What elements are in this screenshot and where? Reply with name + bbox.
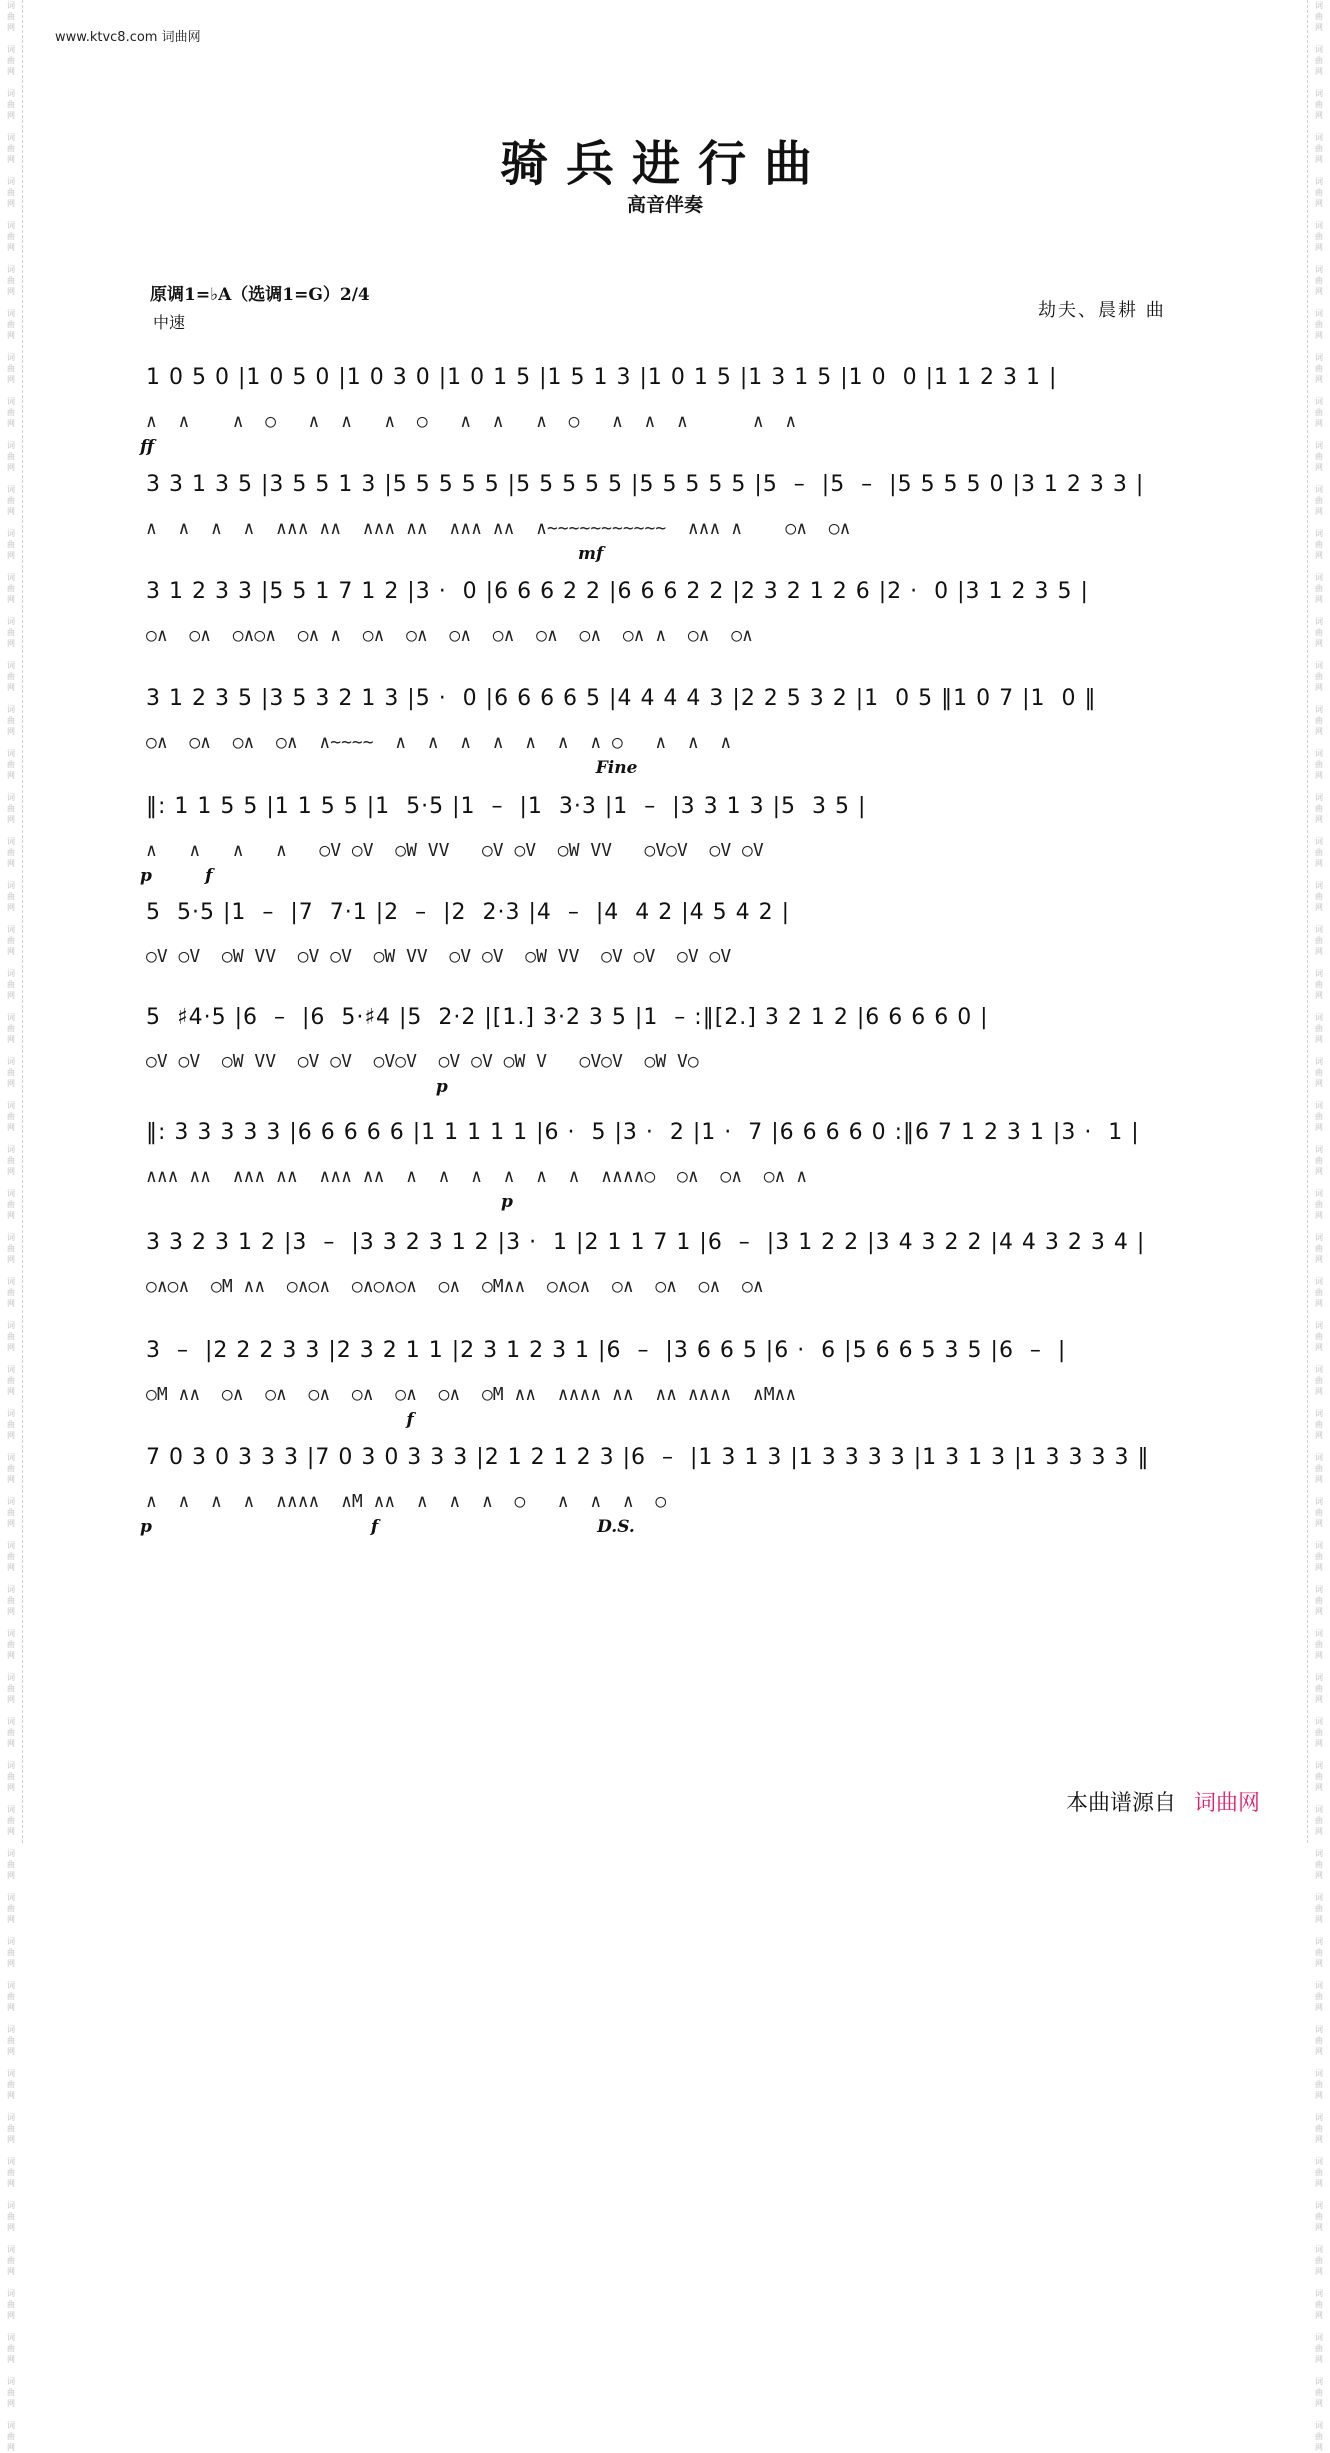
- articulation-line: ∧ ∧ ∧ ∧ ○V ○V ○W VV ○V ○V ○W VV ○V○V ○V ○V: [146, 840, 764, 861]
- dynamics-line: f: [140, 1410, 414, 1430]
- right-watermark-strip: 词 曲 网 词 曲 网 词 曲 网 词 曲 网 词 曲 网 词 曲 网 词 曲 网 词 曲 网 词 曲 网 词 曲 网 词 曲 网 词 曲 网 词 曲 网 词 曲 网 词 曲 网 词 曲 网 词 曲 网 词 曲 网 词 曲 网 词 曲 网 词 曲 网 词 曲 网 词 曲 网 词 曲 网 词 曲 网 词 曲 网 词 曲 网 词 曲 网 词 曲 网 词 曲 网 词 曲 网 词 曲 网 词 曲 网 词 曲 网 词 曲 网 词 曲 网 词 曲 网 词 曲 网 词 曲 网 词 曲 网 词 曲 网 词 曲 网 词 曲 网 词 曲 网 词 曲 网 词 曲 网 词 曲 网 词 曲 网 词 曲 网 词 曲 网 词 曲 网 词 曲 网 词 曲 网 词 曲 网 词 曲 网 词 曲 网: [1307, 0, 1330, 1843]
- notes-line: ‖: 3 3 3 3 3 |6 6 6 6 6 |1 1 1 1 1 |6 · 5 |3 · 2 |1 · 7 |6 6 6 6 0 :‖6 7 1 2 3 1 |3 · 1 |: [146, 1120, 1140, 1145]
- site-url[interactable]: www.ktvc8.com 词曲网: [55, 30, 201, 45]
- left-watermark-strip: 词 曲 网 词 曲 网 词 曲 网 词 曲 网 词 曲 网 词 曲 网 词 曲 网 词 曲 网 词 曲 网 词 曲 网 词 曲 网 词 曲 网 词 曲 网 词 曲 网 词 曲 网 词 曲 网 词 曲 网 词 曲 网 词 曲 网 词 曲 网 词 曲 网 词 曲 网 词 曲 网 词 曲 网 词 曲 网 词 曲 网 词 曲 网 词 曲 网 词 曲 网 词 曲 网 词 曲 网 词 曲 网 词 曲 网 词 曲 网 词 曲 网 词 曲 网 词 曲 网 词 曲 网 词 曲 网 词 曲 网 词 曲 网 词 曲 网 词 曲 网 词 曲 网 词 曲 网 词 曲 网 词 曲 网 词 曲 网 词 曲 网 词 曲 网 词 曲 网 词 曲 网 词 曲 网 词 曲 网 词 曲 网 词 曲 网: [0, 0, 23, 1843]
- notes-line: 3 1 2 3 3 |5 5 1 7 1 2 |3 · 0 |6 6 6 2 2 |6 6 6 2 2 |2 3 2 1 2 6 |2 · 0 |3 1 2 3 5 |: [146, 579, 1089, 604]
- score-row: [140, 1005, 1190, 1105]
- articulation-line: ○∧○∧ ○M ∧∧ ○∧○∧ ○∧○∧○∧ ○∧ ○M∧∧ ○∧○∧ ○∧ ○∧ ○∧ ○∧: [146, 1276, 764, 1297]
- tempo-marking: 中速: [153, 313, 186, 332]
- score-row: [140, 794, 1190, 894]
- articulation-line: ○∧ ○∧ ○∧ ○∧ ∧~~~~ ∧ ∧ ∧ ∧ ∧ ∧ ∧ ○ ∧ ∧ ∧: [146, 732, 732, 753]
- score-row: [140, 1230, 1190, 1330]
- score-row: [140, 1338, 1190, 1438]
- notes-line: 5 5·5 |1 – |7 7·1 |2 – |2 2·3 |4 – |4 4 2 |4 5 4 2 |: [146, 900, 791, 925]
- score-row: [140, 472, 1190, 572]
- score-subtitle: 高音伴奏: [626, 194, 703, 216]
- score-row: [140, 900, 1190, 1000]
- articulation-line: ○∧ ○∧ ○∧○∧ ○∧ ∧ ○∧ ○∧ ○∧ ○∧ ○∧ ○∧ ○∧ ∧ ○∧ ○∧: [146, 625, 753, 646]
- notes-line: 3 1 2 3 5 |3 5 3 2 1 3 |5 · 0 |6 6 6 6 5 |4 4 4 4 3 |2 2 5 3 2 |1 0 5 ‖1 0 7 |1 0 ‖: [146, 686, 1097, 711]
- notes-line: 3 3 1 3 5 |3 5 5 1 3 |5 5 5 5 5 |5 5 5 5 5 |5 5 5 5 5 |5 – |5 – |5 5 5 5 0 |3 1 2 3 3 |: [146, 472, 1145, 497]
- score-row: [140, 1445, 1190, 1545]
- source-footer: [1066, 1786, 1260, 1817]
- articulation-line: ○V ○V ○W VV ○V ○V ○W VV ○V ○V ○W VV ○V ○V ○V ○V: [146, 946, 732, 967]
- notes-line: 3 3 2 3 1 2 |3 – |3 3 2 3 1 2 |3 · 1 |2 1 1 7 1 |6 – |3 1 2 2 |3 4 3 2 2 |4 4 3 2 3 4 |: [146, 1230, 1146, 1255]
- score-row: [140, 1120, 1190, 1220]
- articulation-line: ∧ ∧ ∧ ∧ ∧∧∧∧ ∧M ∧∧ ∧ ∧ ∧ ○ ∧ ∧ ∧ ○: [146, 1491, 667, 1512]
- articulation-line: ○M ∧∧ ○∧ ○∧ ○∧ ○∧ ○∧ ○∧ ○M ∧∧ ∧∧∧∧ ∧∧ ∧∧ ∧∧∧∧ ∧M∧∧: [146, 1384, 797, 1405]
- articulation-line: ∧ ∧ ∧ ∧ ∧∧∧ ∧∧ ∧∧∧ ∧∧ ∧∧∧ ∧∧ ∧~~~~~~~~~~~ ∧∧∧ ∧ ○∧ ○∧: [146, 518, 851, 539]
- notes-line: 1 0 5 0 |1 0 5 0 |1 0 3 0 |1 0 1 5 |1 5 1 3 |1 0 1 5 |1 3 1 5 |1 0 0 |1 1 2 3 1 |: [146, 365, 1058, 390]
- articulation-line: ∧∧∧ ∧∧ ∧∧∧ ∧∧ ∧∧∧ ∧∧ ∧ ∧ ∧ ∧ ∧ ∧ ∧∧∧∧○ ○∧ ○∧ ○∧ ∧: [146, 1166, 808, 1187]
- brand-link[interactable]: 词曲网: [1194, 1791, 1261, 1816]
- notes-line: 5 ♯4·5 |6 – |6 5·♯4 |5 2·2 |[1.] 3·2 3 5 |1 – :‖[2.] 3 2 1 2 |6 6 6 6 0 |: [146, 1005, 989, 1030]
- notes-line: 3 – |2 2 2 3 3 |2 3 2 1 1 |2 3 1 2 3 1 |6 – |3 6 6 5 |6 · 6 |5 6 6 5 3 5 |6 – |: [146, 1338, 1067, 1363]
- score-row: [140, 365, 1190, 465]
- dynamics-line: Fine: [140, 758, 638, 778]
- dynamics-line: p f: [140, 866, 213, 886]
- composer: 劫夫、晨耕 曲: [1038, 300, 1166, 321]
- source-label: 本曲谱源自: [1066, 1791, 1177, 1816]
- articulation-line: ○V ○V ○W VV ○V ○V ○V○V ○V ○V ○W V ○V○V ○W V○: [146, 1051, 699, 1072]
- score-row: [140, 686, 1190, 786]
- articulation-line: ∧ ∧ ∧ ○ ∧ ∧ ∧ ○ ∧ ∧ ∧ ○ ∧ ∧ ∧ ∧ ∧: [146, 411, 797, 432]
- dynamics-line: mf: [140, 544, 604, 564]
- score-row: [140, 579, 1190, 679]
- dynamics-line: p: [140, 1077, 448, 1097]
- notes-line: 7 0 3 0 3 3 3 |7 0 3 0 3 3 3 |2 1 2 1 2 3 |6 – |1 3 1 3 |1 3 3 3 3 |1 3 1 3 |1 3 3 3 3 ‖: [146, 1445, 1150, 1470]
- dynamics-line: ff: [140, 437, 155, 457]
- key-signature: 原调1=♭A（选调1=G）2/4: [150, 285, 370, 305]
- notes-line: ‖: 1 1 5 5 |1 1 5 5 |1 5·5 |1 – |1 3·3 |1 – |3 3 1 3 |5 3 5 |: [146, 794, 867, 819]
- dynamics-line: p f D.S.: [140, 1517, 635, 1537]
- score-title: 骑兵进行曲: [499, 136, 830, 192]
- dynamics-line: p: [140, 1192, 513, 1212]
